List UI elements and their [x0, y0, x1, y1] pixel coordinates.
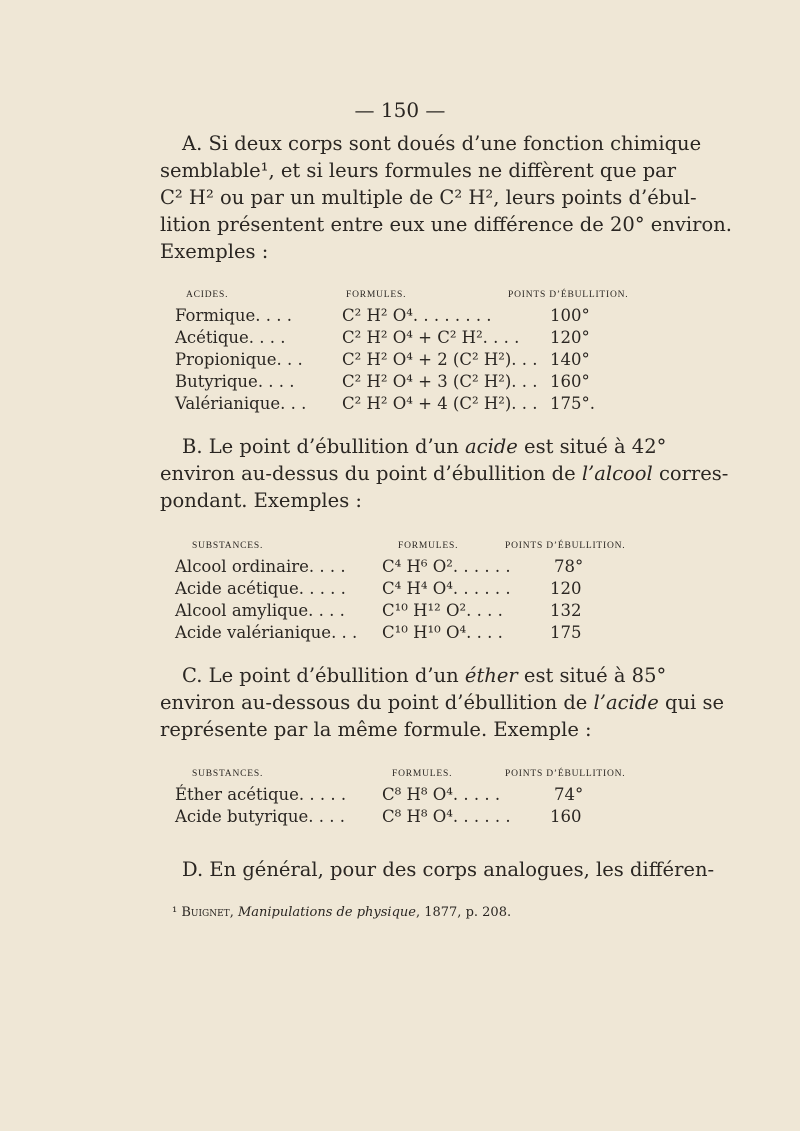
header-points: POINTS D’ÉBULLITION. [505, 541, 626, 551]
cell-name: Acétique. . . . [175, 328, 286, 347]
cell-name: Alcool ordinaire. . . . [175, 557, 346, 576]
text-line: pondant. Exemples : [160, 489, 362, 512]
header-formules: FORMULES. [398, 541, 459, 551]
header-acides: ACIDES. [186, 290, 229, 300]
cell-name: Butyrique. . . . [175, 372, 295, 391]
text-span: B. Le point d’ébullition d’un [182, 435, 466, 458]
cell-point: 100° [550, 306, 590, 325]
cell-point: 78° [554, 557, 584, 576]
table-header [170, 769, 626, 785]
footnote-mark: ¹ [172, 905, 178, 920]
emphasis: l’alcool [581, 462, 653, 485]
cell-formula: C² H² O⁴ + 2 (C² H²). . . [342, 350, 538, 369]
cell-name: Formique. . . . [175, 306, 292, 325]
section-c-paragraph [160, 662, 725, 743]
footnote-rest: , 1877, p. 208. [415, 905, 512, 920]
cell-point: 140° [550, 350, 590, 369]
cell-formula: C² H² O⁴. . . . . . . . [342, 306, 492, 325]
text-span: qui se [658, 691, 725, 714]
text-span: environ au-dessous du point d’ébullition de [160, 691, 594, 714]
header-points: POINTS D’ÉBULLITION. [508, 290, 629, 300]
header-substances: SUBSTANCES. [192, 541, 264, 551]
text-span: environ au-dessus du point d’ébullition de [160, 462, 582, 485]
text-line: représente par la même formule. Exemple : [160, 718, 592, 741]
cell-point: 175°. [550, 394, 595, 413]
table-row [170, 328, 615, 350]
cell-point: 120° [550, 328, 590, 347]
table-row [170, 623, 615, 645]
table-row [170, 601, 615, 623]
table-row [170, 807, 615, 829]
section-d-paragraph [160, 856, 715, 883]
cell-point: 120 [550, 579, 582, 598]
table-row [170, 394, 615, 416]
cell-point: 160 [550, 807, 582, 826]
cell-formula: C⁸ H⁸ O⁴. . . . . [382, 785, 501, 804]
cell-formula: C² H² O⁴ + C² H². . . . [342, 328, 520, 347]
header-substances: SUBSTANCES. [192, 769, 264, 779]
cell-formula: C⁴ H⁶ O². . . . . . [382, 557, 511, 576]
text-line: D. En général, pour des corps analogues, les différen- [182, 858, 715, 881]
text-line [160, 433, 667, 460]
header-points: POINTS D’ÉBULLITION. [505, 769, 626, 779]
cell-name: Acide butyrique. . . . [175, 807, 345, 826]
cell-name: Alcool amylique. . . . [175, 601, 345, 620]
table-header [170, 290, 629, 306]
emphasis: acide [465, 435, 518, 458]
text-line: semblable¹, et si leurs formules ne diffèrent que par [160, 159, 677, 182]
footnote-title: Manipulations de physique [237, 905, 416, 920]
text-line: lition présentent entre eux une différence de 20° environ. [160, 213, 732, 236]
table-row [170, 306, 615, 328]
cell-formula: C¹⁰ H¹² O². . . . [382, 601, 503, 620]
table-acides [170, 290, 629, 416]
cell-point: 132 [550, 601, 582, 620]
header-formules: FORMULES. [392, 769, 453, 779]
header-formules: FORMULES. [346, 290, 407, 300]
text-span: est situé à 42° [517, 435, 667, 458]
cell-formula: C² H² O⁴ + 3 (C² H²). . . [342, 372, 538, 391]
table-substances-b [170, 541, 626, 645]
table-row [170, 557, 615, 579]
cell-name: Acide acétique. . . . . [175, 579, 346, 598]
cell-formula: C¹⁰ H¹⁰ O⁴. . . . [382, 623, 503, 642]
cell-name: Acide valérianique. . . [175, 623, 358, 642]
table-row [170, 372, 615, 394]
footnote-author: Buignet [181, 905, 230, 920]
section-b-paragraph [160, 433, 729, 514]
table-header [170, 541, 626, 557]
section-a-paragraph [160, 130, 732, 265]
cell-name: Propionique. . . [175, 350, 303, 369]
text-span: est situé à 85° [517, 664, 667, 687]
cell-name: Valérianique. . . [175, 394, 307, 413]
text-span: corres- [652, 462, 729, 485]
page-number: — 150 — [354, 98, 446, 122]
table-substances-c [170, 769, 626, 829]
text-line: Exemples : [160, 240, 269, 263]
table-row [170, 350, 615, 372]
text-line [160, 460, 729, 487]
text-line [160, 689, 725, 716]
cell-point: 74° [554, 785, 584, 804]
table-row [170, 579, 615, 601]
cell-name: Éther acétique. . . . . [175, 785, 347, 804]
emphasis: l’acide [593, 691, 659, 714]
footnote: ¹ Buignet, Manipulations de physique, 1877, p. 208. [172, 905, 512, 920]
emphasis: éther [464, 664, 518, 687]
text-line: A. Si deux corps sont doués d’une fonction chimique [182, 132, 702, 155]
text-span: C. Le point d’ébullition d’un [182, 664, 465, 687]
text-line [160, 662, 667, 689]
cell-point: 160° [550, 372, 590, 391]
table-row [170, 785, 615, 807]
cell-formula: C² H² O⁴ + 4 (C² H²). . . [342, 394, 538, 413]
text-line: C² H² ou par un multiple de C² H², leurs points d’ébul- [160, 186, 697, 209]
cell-formula: C⁸ H⁸ O⁴. . . . . . [382, 807, 511, 826]
cell-formula: C⁴ H⁴ O⁴. . . . . . [382, 579, 511, 598]
cell-point: 175 [550, 623, 582, 642]
